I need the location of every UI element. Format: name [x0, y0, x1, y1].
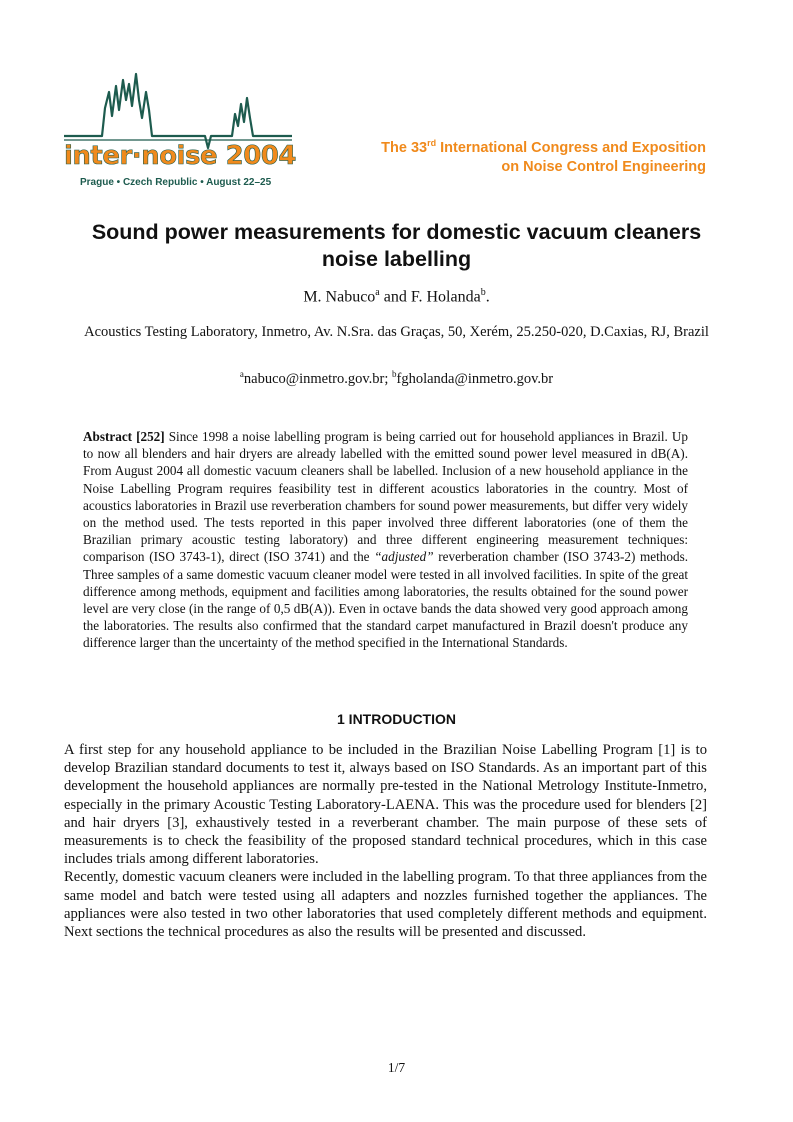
- logo-subtitle: Prague • Czech Republic • August 22–25: [80, 177, 272, 188]
- section-heading-introduction: 1 INTRODUCTION: [337, 711, 456, 727]
- inter-noise-logo-skyline: [62, 70, 294, 192]
- introduction-body: [64, 741, 707, 941]
- logo-wordmark: inter·noise 2004: [64, 141, 296, 171]
- abstract-label: Abstract [252]: [83, 429, 165, 444]
- authors: M. Nabuco$^a$ and F. Holanda$^b$.: [303, 287, 490, 306]
- affiliation: Acoustics Testing Laboratory, Inmetro, Av. N.Sra. das Graças, 50, Xerém, 25.250-020, D.Caxias, RJ, Brazil: [84, 324, 709, 340]
- author-emails: $^a$nabuco@inmetro.gov.br; $^b$fgholanda@inmetro.gov.br: [239, 369, 554, 387]
- paragraph: A first step for any household appliance to be included in the Brazilian Noise Labelling Program [1] is to develop Brazilian standard documents to test it, always based on ISO Standards. As an important part of this development the household appliances are normally pre-tested in the National Metrology Institute-Inmetro, especially in the primary Acoustic Testing Laboratory-LAENA. This was the procedure used for blenders [2] and hair dryers [3], exhaustively tested in a reverberant chamber. The main purpose of these sets of measurements is to check the feasibility of the proposed standard technical procedures, which in this case includes trials among different laboratories.: [64, 742, 707, 868]
- conference-line1: The 33rd International Congress and Exposition: [381, 138, 706, 156]
- conference-line2: on Noise Control Engineering: [501, 159, 706, 175]
- conference-header: [381, 139, 706, 177]
- paper-title: Sound power measurements for domestic vacuum cleaners noise labelling: [91, 220, 702, 271]
- abstract: Abstract [252] Since 1998 a noise labelling program is being carried out for household appliances in Brazil. Up to now all blenders and hair dryers are already labelled with the emitted sound power level measured in dB(A). From August 2004 all domestic vacuum cleaners shall be labelled. Inclusion of a new household appliance in the Noise Labelling Program requires feasibility test in different acoustics laboratories in the country. Most of acoustics laboratories in Brazil use reverberation chambers for sound power measurements, but differ very widely on the method used. The tests reported in this paper involved three different laboratories (one of them the Brazilian primary acoustic testing laboratory) and three different engineering measurement techniques: comparison (ISO 3743-1), direct (ISO 3741) and the “adjusted” reverberation chamber (ISO 3743-2) methods. Three samples of a same domestic vacuum cleaner model were tested in all involved facilities. In spite of the great difference among methods, equipment and facilities among laboratories, the results obtained for the sound power level are very close (in the range of 0,5 dB(A)). Even in octave bands the data showed very good approach among the laboratories. The results also confirmed that the standard carpet manufactured in Brazil doesn't produce any difference larger than the uncertainty of the method specified in the International Standards.: [83, 429, 688, 651]
- page-number: 1/7: [387, 1060, 406, 1075]
- paragraph: Recently, domestic vacuum cleaners were included in the labelling program. To that three appliances from the same model and batch were tested using all adapters and nozzles furnished together the appliances. The appliances were also tested in two other laboratories that used completely different methods and equipment. Next sections the technical procedures as also the results will be presented and discussed.: [64, 869, 707, 941]
